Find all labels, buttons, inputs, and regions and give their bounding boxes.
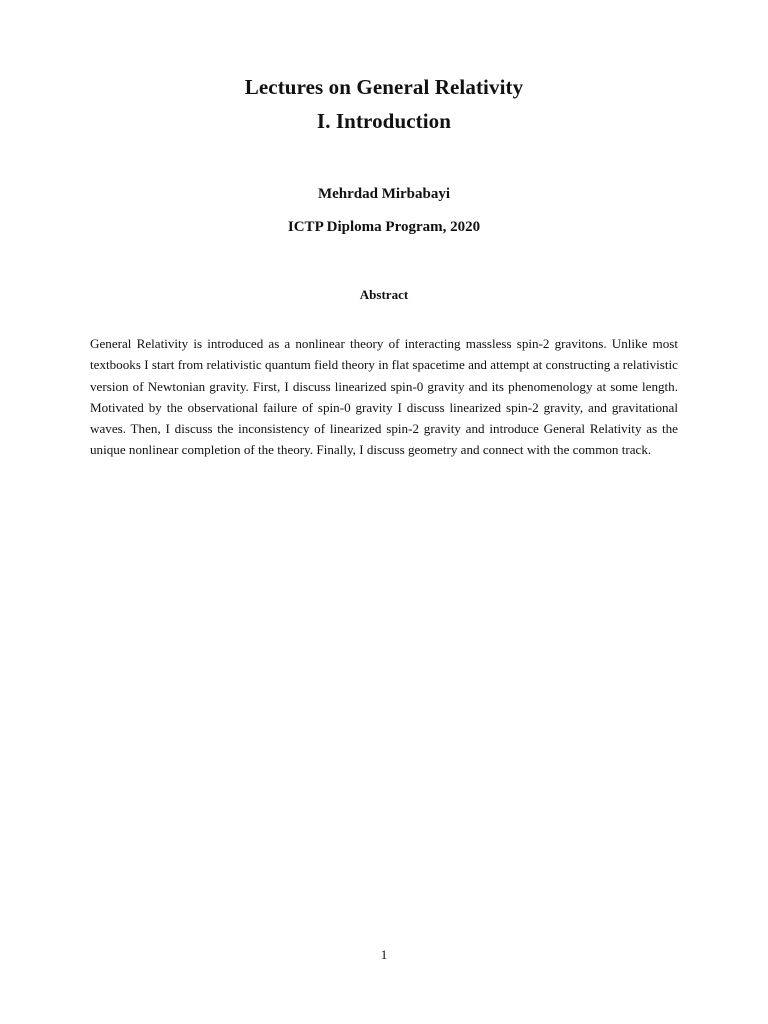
affiliation: ICTP Diploma Program, 2020 <box>287 219 481 235</box>
paper-title-line-2: I. Introduction <box>316 109 452 133</box>
paper-title-line-1: Lectures on General Relativity <box>244 75 524 99</box>
abstract-heading: Abstract <box>359 287 409 302</box>
page-number: 1 <box>380 947 388 962</box>
abstract-text: General Relativity is introduced as a nonlinear theory of interacting massless spin-2 gravitons. Unlike most textbooks I start from relativistic quantum field theory in flat spacetime and attempt at constructing a relativistic version of Newtonian gravity. First, I discuss linearized spin-0 gravity and its phenomenology at some length. Motivated by the observational failure of spin-0 gravity I discuss linearized spin-2 gravity, and gravitational waves. Then, I discuss the inconsistency of linearized spin-2 gravity and introduce General Relativity as the unique nonlinear completion of the theory. Finally, I discuss geometry and connect with the common track. <box>90 336 678 458</box>
author-name: Mehrdad Mirbabayi <box>317 186 451 202</box>
